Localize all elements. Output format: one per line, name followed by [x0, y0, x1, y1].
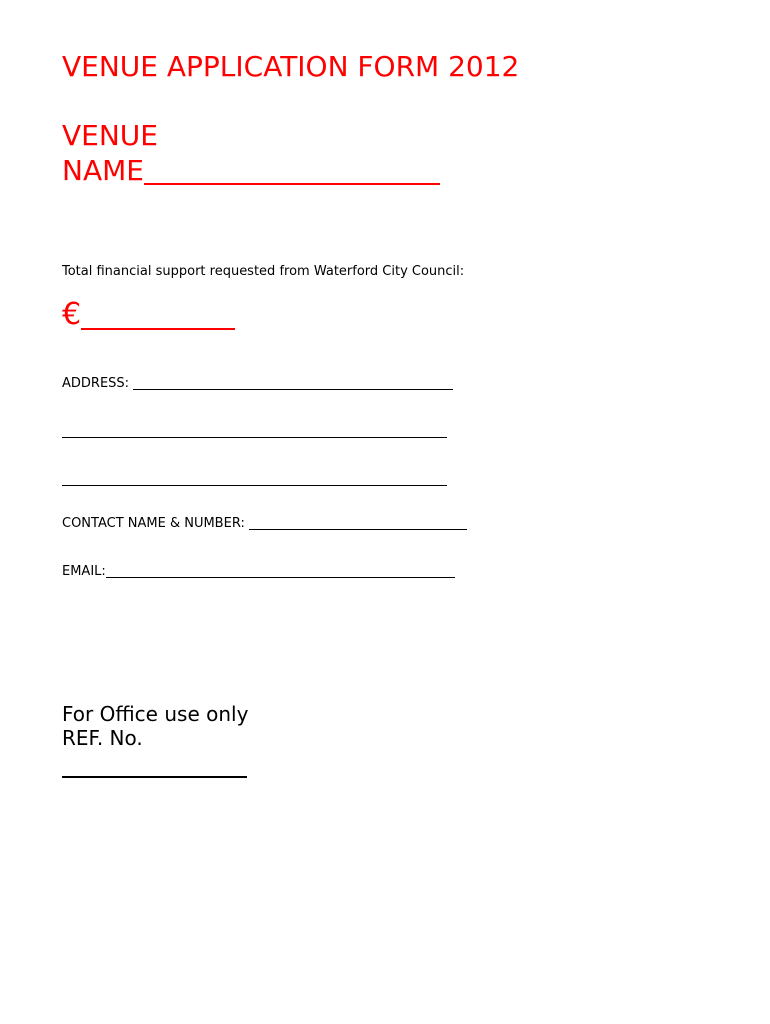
email-field	[62, 563, 455, 581]
office-heading: For Office use only	[62, 702, 249, 726]
support-label: Total financial support requested from Waterford City Council:	[62, 264, 465, 279]
ref-label: REF. No.	[62, 726, 143, 750]
email-label: EMAIL:	[62, 564, 106, 579]
address-field	[62, 375, 453, 393]
form-title: VENUE APPLICATION FORM 2012	[62, 50, 520, 83]
contact-field	[62, 515, 467, 533]
ref-blank[interactable]	[62, 776, 247, 778]
venue-label-line2: NAME	[62, 154, 144, 187]
venue-name-field	[62, 118, 440, 188]
address-label: ADDRESS:	[62, 376, 130, 391]
venue-label-line1: VENUE	[62, 119, 158, 152]
euro-symbol: €	[62, 297, 82, 332]
office-use-section	[62, 702, 248, 750]
address-line-2	[62, 423, 447, 441]
contact-label: CONTACT NAME & NUMBER:	[62, 516, 245, 531]
contact-blank[interactable]	[249, 515, 467, 530]
address-blank-3[interactable]	[62, 471, 447, 486]
venue-name-row	[62, 153, 440, 188]
amount-blank[interactable]	[81, 297, 235, 330]
venue-name-blank[interactable]	[144, 153, 440, 185]
address-blank[interactable]	[133, 375, 453, 390]
address-line-3	[62, 471, 447, 489]
amount-field	[62, 297, 235, 333]
address-blank-2[interactable]	[62, 423, 447, 438]
email-blank[interactable]	[106, 563, 455, 578]
